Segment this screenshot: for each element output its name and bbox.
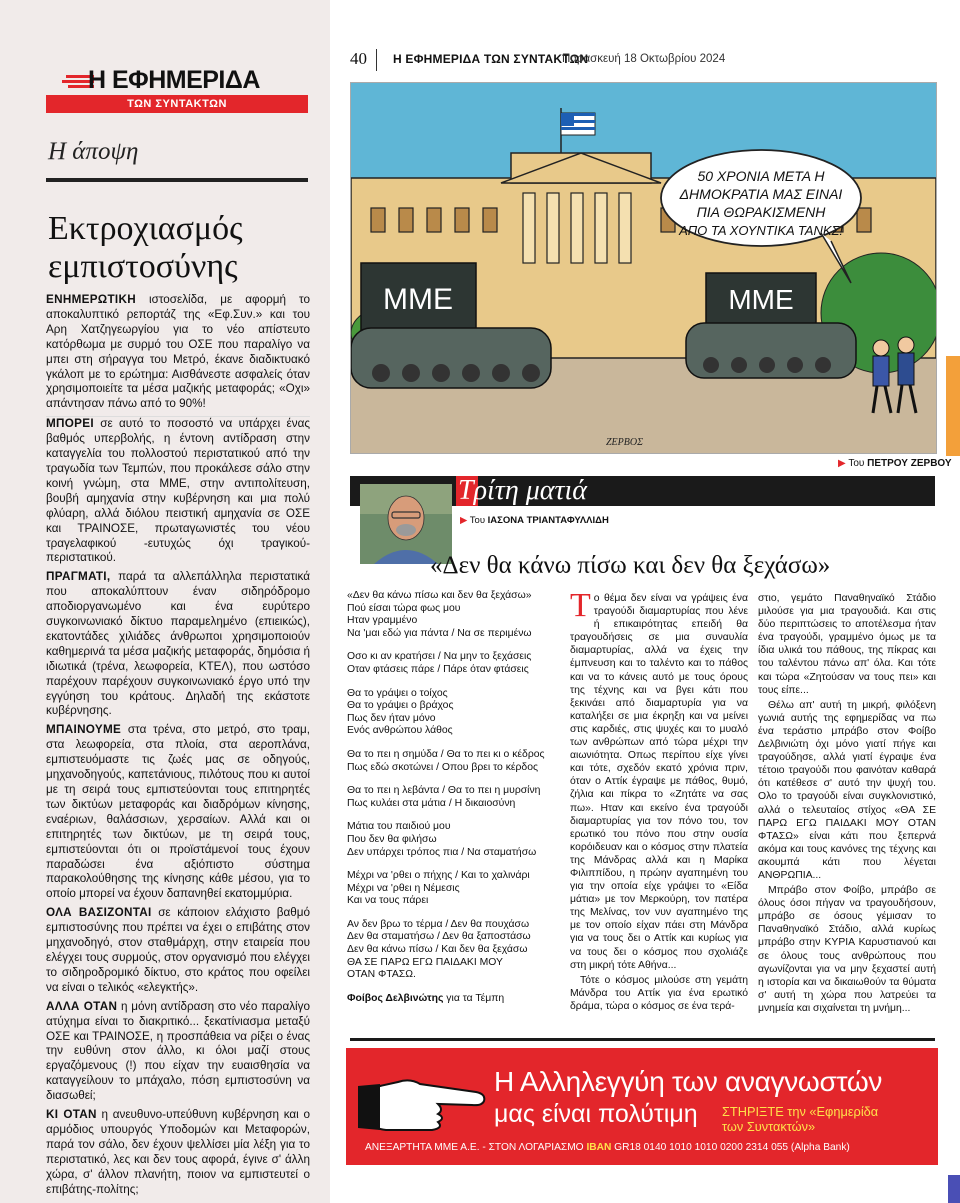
poem-line: Που δεν θα φιλήσω [347, 833, 437, 845]
column-author-name: ΙΑΣΟΝΑ ΤΡΙΑΝΤΑΦΥΛΛΙΔΗ [487, 515, 609, 526]
paragraph-text: σε κάποιον ελάχιστο βαθμό εμπιστοσύνης που πρέπει να έχει ο επιβάτης στον μηχανοδηγό, στον σταθμάρχη, στην εταιρεία που ελέγχει τους συρμούς, στον οργανισμό που ελέγχει το σιδηροδρομικό δίκτυο, στο κράτος που οφείλει να είναι ο τελικός «ελεγκτής». [46, 906, 310, 994]
cartoon-credit-name: ΠΕΤΡΟΥ ΖΕΡΒΟΥ [867, 458, 952, 469]
speech-text-line-3: ΠΙΑ ΘΩΡΑΚΙΣΜΕΝΗ [696, 204, 826, 220]
poem-author: Φοίβος Δελβινώτης [347, 992, 444, 1004]
paragraph-text: ο θέμα δεν είναι να γράψεις ένα τραγούδι διαμαρτυρίας που λένε ή επικαιρότητας επειδή θα τραγουδήσεις σε μια συναυλία διαμαρτυρίας, αλλά να έχεις την έμπνευση και το ταλέντο και το πάθος και να το κάνεις αυτό με τους όρους της τέχνης και να βγει κάτι που ξεκινάει από διαμαρτυρία για να καταλήξει σε μια έκρηξη και να μείνει στις καρδιές, στις ψυχές και το μυαλό των ανθρώπων από τώρα μέχρι την αιωνιότητα. Οπως περίπου είχε γίνει και τότε, σχεδόν εκατό χρόνια πριν, όταν ο Αττίκ έγραψε με πάθος, θυμό, ζήλια και πίκρα το «Ζητάτε να σας πω». Ηταν και εκείνο ένα τραγούδι διαμαρτυρίας για τον πόνο του, τον ερωτικό του πόνο που στην ουσία κορόιδευαν και ο κόσμος στην πλατεία της Μάνδρας αλλά και η Μαρίκα Φιλιππίδου, η πρώην αγαπημένη του για την οποία είχε γράψει το «Είδα μάτια» με τον Μερκούρη, τον πατέρα της Μελίνας, τον νυν αγαπημένο της με τον οποίο είχαν πάει στη Μάνδρα για να τους δει ο Αττίκ και κυρίως για να τους δει ο κόσμος που σχολιάζε στη μικρή τότε Αθήνα... [570, 593, 748, 971]
poem-note: για τα Τέμπη [443, 992, 505, 1004]
paragraph-text: η ανευθυνο-υπεύθυνη κυβέρνηση και ο αρμόδιος υπουργός Υποδομών και Μεταφορών, παρά τον σάλο, δεν έχουν ψελλίσει μία λέξη για το περιστατικό, λες και δεν τους αφορά, έγινε σ' άλλη χώρα, σ' άλλον πλανήτη, ποιον να εμπιστευτεί ο επιβάτης-πολίτης; [46, 1108, 310, 1196]
speech-text-line-2: ΔΗΜΟΚΡΑΤΙΑ ΜΑΣ ΕΙΝΑΙ [679, 186, 843, 202]
column-author-prefix: Του [469, 515, 486, 526]
poem-stanza [347, 590, 557, 640]
column-text-3 [758, 592, 936, 1017]
paragraph-text: παρά τα αλλεπάλληλα περιστατικά που αποκαλύπτουν έναν σιδηρόδρομο αποδιοργανωμένο και ένα ευρύτερο συγκοινωνιακό δίκτυο παραμελημένο (επιεικώς), εκατοντάδες χιλιάδες άνθρωποι χρησιμοποιούν καθημερινά τα μέσα μαζικής μεταφοράς, δημόσια ή ιδιωτικά (τρένα, λεωφορεία, ΚΤΕΛ), που ωστόσο παρέχουν παρέχουν συγκοινωνιακό έργο υπό την εγγύηση του κράτους. Δηλαδή της εκάστοτε κυβέρνησης. [46, 570, 310, 718]
tank-left-label: ΜΜΕ [383, 283, 453, 316]
paragraph-lead: ΚΙ ΟΤΑΝ [46, 1108, 97, 1122]
poem-line: Να 'μαι εδώ για πάντα / Να σε περιμένω [347, 627, 532, 639]
poem-line: Δεν θα κάνω πίσω / Και δεν θα ξεχάσω [347, 944, 528, 956]
poem-line: Οσο κι αν κρατήσει / Να μην το ξεχάσεις [347, 651, 532, 663]
poem-line: Θα το γράψει ο βράχος [347, 700, 454, 712]
page-edge-tab [946, 356, 960, 456]
column-paragraph: Θέλω απ' αυτή τη μικρή, φιλόξενη γωνιά αυτής της εφημερίδας να πω ένα τεράστιο μπράβο στον Φοίβο Δελβινιώτη όχι μόνο γιατί πήγε και τραγούδησε, αλλά γιατί έγραψε ένα τέτοιο τραγούδι που φαινόταν καθαρά ότι κατέθεσε σ' αυτό την ψυχή του. Ολο το τραγούδι είναι συγκλονιστικό, αλλά ο τελευταίος στίχος «ΘΑ ΣΕ ΠΑΡΩ ΕΓΩ ΠΑΙΔΑΚΙ ΜΟΥ ΟΤΑΝ ΦΤΑΣΩ» είναι κάτι που ξεπερνά ακόμα και τους κανόνες της τέχνης και ακουμπά κάτι που λέγεται ΑΝΘΡΩΠΙΑ... [758, 699, 936, 881]
poem-line: Δεν θα σταματήσω / Δεν θα ξαποστάσω [347, 931, 531, 943]
poem-line: Ηταν γραμμένο [347, 615, 418, 627]
play-arrow-icon: ▶ [460, 515, 468, 526]
poem-stanza [347, 749, 557, 774]
headline-line-1: Εκτροχιασμός [48, 210, 243, 247]
banner-title: Η Αλληλεγγύη των αναγνωστών [494, 1066, 883, 1097]
editorial-paragraph [46, 723, 310, 902]
paragraph-text: σε αυτό το ποσοστό να υπάρχει ένας βαθμός υπερβολής, η έντονη αντίδραση στην καταγγελία του πολλοστού περιστατικού από την τραγωδία των Τεμπών, που προκάλεσε σάλο στην κοινή γνώμη, στα ΜΜΕ, στην αντιπολίτευση, βουβή αμηχανία στην κυβέρνηση και μια πολύ φλύαρη, αλλά διόλου πειστική αμηχανία σε ΟΣΕ και ΤΡΑΙΝΟΣΕ, πρωταγωνιστές του νέου τραγελαφικού -ευτυχώς όχι τραγικού- περιστατικού. [46, 417, 310, 565]
poem-line: Πού είσαι τώρα φως μου [347, 602, 461, 614]
support-line-1: ΣΤΗΡΙΞΤΕ την «Εφημερίδα [722, 1104, 879, 1119]
poem-signature [347, 993, 557, 1006]
poem-line: ΘΑ ΣΕ ΠΑΡΩ ΕΓΩ ΠΑΙΔΑΚΙ ΜΟΥ [347, 956, 503, 968]
poem-line: Πως εδώ σκοτώνει / Οπου βρει το κέρδος [347, 761, 539, 773]
poem-stanza [347, 919, 557, 982]
paragraph-lead: ΜΠΑΙΝΟΥΜΕ [46, 723, 122, 737]
masthead-divider [376, 49, 377, 71]
paragraph-lead: ΠΡΑΓΜΑΤΙ, [46, 570, 111, 584]
poem-line: Μέχρι να 'ρθει ο πήχης / Και το χαλινάρι [347, 870, 530, 882]
banner-account [365, 1142, 850, 1153]
column-text-2 [570, 587, 748, 1015]
paragraph-text: στα τρένα, στο μετρό, στο τραμ, στα λεωφορεία, στα πλοία, στα αεροπλάνα, εμπιστευόμαστε τις ζωές μας σε οδηγούς, μηχανοδηγούς, καπετάνιους, πιλότους που κι αυτοί με τη σειρά τους εμπιστεύονται τους επιτηρητές των δικτύων μεταφοράς και διαδρόμων κίνησης, εναέριων, θαλάσσιων, χερσαίων. Αλλά και οι επιτηρητές των δικτύων, με τη σειρά τους, εμπιστεύονται ότι οι προϊστάμενοί τους έχουν παραδώσει ένα αξιόπιστο σύστημα παρακολούθησης της κίνησης κάθε μέσου, για το οποίο μπορεί να έχουν δαπανηθεί εκατομμύρια. [46, 723, 310, 901]
cartoon-credit-prefix: Του [848, 458, 865, 469]
logo-subtitle: ΤΩΝ ΣΥΝΤΑΚΤΩΝ [46, 95, 308, 113]
pointing-hand-icon [358, 1068, 488, 1134]
poem-line: ΟΤΑΝ ΦΤΑΣΩ. [347, 969, 416, 981]
paragraph-lead: ΕΝΗΜΕΡΩΤΙΚΗ [46, 293, 136, 306]
column-paragraph: στιο, γεμάτο Παναθηναϊκό Στάδιο μιλούσε για μια τραγουδιά. Και στις δύο περιπτώσεις το αποτέλεσμα ήταν ένα τραγούδι, γραμμένο όμως με τα ίδια υλικά του πάθους, της πίκρας και του ταλέντου πάνω απ' όλα. Και τότε και τώρα «Ζητούσαν να τους πει» και τους είπε... [758, 593, 936, 696]
poem-stanza [347, 821, 557, 859]
column-headline: «Δεν θα κάνω πίσω και δεν θα ξεχάσω» [430, 552, 831, 579]
poem-line: Μέχρι να 'ρθει η Νέμεσις [347, 882, 460, 894]
poem-line: Ενός ανθρώπου λάθος [347, 725, 453, 737]
poem-line: «Δεν θα κάνω πίσω και δεν θα ξεχάσω» [347, 590, 532, 601]
poem-line: Οταν φτάσεις πάρε / Πάρε όταν φτάσεις [347, 663, 529, 675]
logo-title: Η ΕΦΗΜΕΡΙΔΑ [88, 66, 260, 94]
column-title-initial: Τ [458, 475, 474, 506]
section-divider [46, 178, 308, 182]
page-edge-tab [948, 1175, 960, 1203]
poem-line: Θα το πει η λεβάντα / Θα το πει η μυρσίνη [347, 785, 541, 797]
greek-flag-icon [561, 113, 595, 135]
column-paragraph [570, 587, 748, 972]
editorial-paragraph [46, 1108, 310, 1197]
drop-cap: Τ [570, 587, 591, 624]
column-title [458, 476, 587, 506]
section-label: Η άποψη [48, 138, 139, 165]
editorial-paragraph [46, 570, 310, 719]
editorial-paragraph [46, 417, 310, 566]
iban-label: IBAN [586, 1142, 612, 1153]
page-number: 40 [350, 49, 367, 68]
poem-line: Δεν υπάρχει τρόπος πια / Να σταματήσω [347, 846, 537, 858]
speech-text-line-4: ΑΠΟ ΤΑ ΧΟΥΝΤΙΚΑ ΤΑΝΚΣ! [679, 223, 843, 238]
tank-right-label: ΜΜΕ [728, 284, 794, 315]
banner-divider [350, 1038, 935, 1041]
editorial-paragraph [46, 293, 310, 412]
poem-line: Θα το πει η σημύδα / Θα το πει κι ο κέδρος [347, 748, 545, 760]
poem-line: Πως δεν ήταν μόνο [347, 712, 436, 724]
poem-line: Αν δεν βρω το τέρμα / Δεν θα πουχάσω [347, 918, 530, 930]
play-arrow-icon: ▶ [838, 458, 846, 469]
poem-line: Μάτια του παιδιού μου [347, 821, 451, 833]
banner-subtitle: μας είναι πολύτιμη [494, 1100, 698, 1128]
poem-line: Θα το γράψει ο τοίχος [347, 687, 448, 699]
editorial-headline [48, 210, 318, 286]
masthead-date: Παρασκευή 18 Οκτωβρίου 2024 [562, 53, 726, 65]
poem-stanza [347, 688, 557, 738]
paragraph-text: η μόνη αντίδραση στο νέο παραλίγο ατύχημα είναι το διακριτικό... ξεκατίνιασμα μεταξύ ΟΣΕ και ΤΡΑΙΝΟΣΕ, η προσπάθεια να ρίξει ο ένας την ευθύνη στον άλλο, κι όλοι μαζί στους εργαζόμενους (!) που είχαν την ευαισθησία να καταγγείλουν το μπάχαλο, πόση εμπιστοσύνη να διασωθεί; [46, 999, 310, 1103]
bank-name: (Alpha Bank) [790, 1142, 850, 1153]
paragraph-text: ιστοσελίδα, με αφορμή το αποκαλυπτικό ρεπορτάζ της «Εφ.Συν.» και του Αρη Χατζηγεωργίου για το νέο απίστευτο κατόρθωμα με συρμό του ΟΣΕ που παραλίγο να μπει στη σήραγγα του Μετρό, έκανε διαδικτυακό γκάλοπ με το ερώτημα: Αισθάνεστε ασφαλείς όταν χρησιμοποιείτε τα μέσα μαζικής μεταφοράς; «Οχι» απάντησαν πάνω από το 90%! [46, 293, 310, 411]
masthead-title: Η ΕΦΗΜΕΡΙΔΑ ΤΩΝ ΣΥΝΤΑΚΤΩΝ [393, 52, 589, 66]
cartoon-credit [838, 458, 952, 469]
account-text: ΑΝΕΞΑΡΤΗΤΑ ΜΜΕ Α.Ε. - ΣΤΟΝ ΛΟΓΑΡΙΑΣΜΟ [365, 1142, 587, 1153]
poem-line: Και να τους πάρει [347, 895, 429, 907]
poem-stanza [347, 651, 557, 676]
iban-value: GR18 0140 1010 1010 0200 2314 055 [611, 1142, 791, 1153]
editorial-paragraph [46, 1000, 310, 1104]
cartoonist-signature: ΖΕΡΒΟΣ [606, 437, 644, 448]
cartoon-illustration [350, 82, 937, 454]
paragraph-lead: ΑΛΛΑ ΟΤΑΝ [46, 999, 118, 1013]
column-title-rest: ρίτη ματιά [473, 475, 587, 506]
paragraph-lead: ΟΛΑ ΒΑΣΙΖΟΝΤΑΙ [46, 906, 152, 920]
headline-line-2: εμπιστοσύνης [48, 248, 238, 285]
editorial-paragraph [46, 906, 310, 995]
poem-line: Πως κυλάει στα μάτια / Η δικαιοσύνη [347, 797, 516, 809]
poem-stanza [347, 785, 557, 810]
editorial-body [46, 293, 310, 1201]
column-paragraph: Μπράβο στον Φοίβο, μπράβο σε όλους όσοι πήγαν να τραγουδήσουν, μπράβο σε όσους γέμισαν το Παναθηναϊκό Στάδιο, αλλά κυρίως μπράβο στην ΚΥΡΙΑ Καρυστιανού και σε όλους τους ανθρώπους που αγωνίζονται για να μην ξεχαστεί αυτή η ιστορία και να δικαιωθούν τα θύματα σ' αυτή τη χώρα που λατρεύει τα μνημεία και σιχαίνεται τη μνήμη... [758, 885, 936, 1014]
paragraph-lead: ΜΠΟΡΕΙ [46, 417, 94, 431]
column-paragraph: Τότε ο κόσμος μιλούσε στη γεμάτη Μάνδρα του Αττίκ για ένα ερωτικό δράμα, τώρα ο κόσμος σε ένα τερά- [570, 974, 748, 1012]
poem-lyrics [347, 590, 557, 1005]
banner-support-link[interactable] [722, 1104, 878, 1134]
support-line-2: των Συντακτών» [722, 1119, 816, 1134]
poem-stanza [347, 870, 557, 908]
column-author [460, 515, 609, 526]
speech-text-line-1: 50 ΧΡΟΝΙΑ ΜΕΤΑ Η [697, 168, 825, 184]
